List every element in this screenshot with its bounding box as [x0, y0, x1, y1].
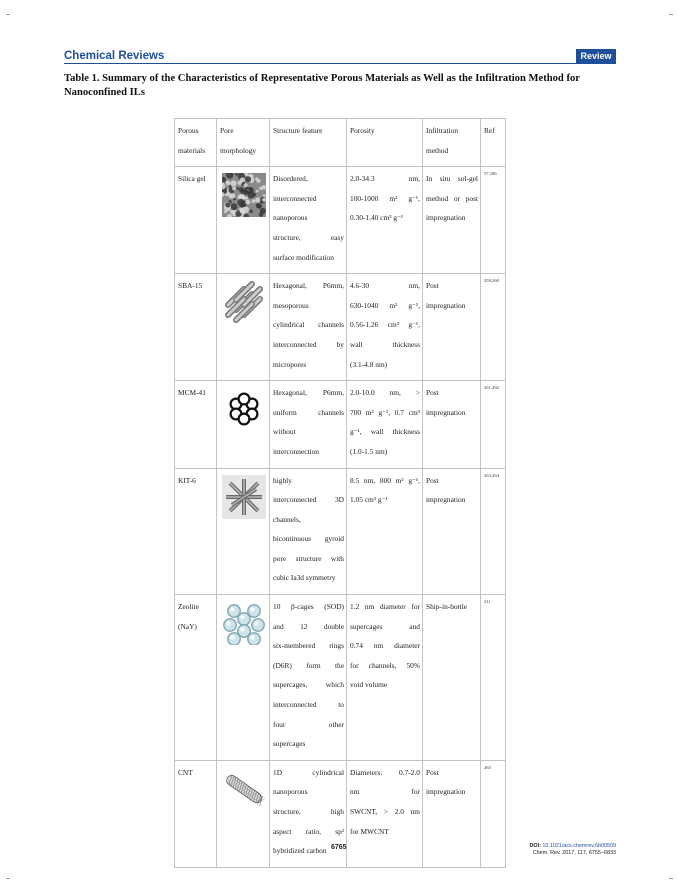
cell-ref: [481, 468, 506, 595]
material-name: Zeolite: [178, 602, 199, 612]
table-caption: Table 1. Summary of the Characteristics of Representative Porous Materials as Well as the Infiltration Method for Nanoconfined ILs: [64, 73, 580, 98]
cell-structure-line: hybridized carbon: [273, 846, 327, 856]
cell-structure-line: structure, high: [273, 807, 344, 816]
cell-structure-line: Disordered,: [273, 174, 308, 184]
cell-porosity-line: 0.74 nm diameter: [350, 641, 420, 651]
cell-porosity-line: void volume: [350, 680, 388, 690]
cell-structure: [270, 274, 347, 381]
cell-structure-line: cubic Ia3d symmetry: [273, 573, 336, 583]
cell-structure-line: highly: [273, 475, 292, 485]
cell-porosity-line: wall thickness: [350, 339, 420, 349]
material-name: Silica gel: [178, 174, 206, 184]
cell-method-line: Post: [426, 281, 439, 291]
cell-porosity-line: 0.56-1.26 cm³ g⁻¹,: [350, 320, 420, 330]
table-row: [175, 167, 506, 274]
table-header-row: [175, 119, 506, 167]
cell-ref: [481, 167, 506, 274]
cell-structure: [270, 760, 347, 867]
cell-method-line: Ship-in-bottle: [426, 602, 468, 612]
cell-structure-line: Hexagonal, P6mm,: [273, 281, 344, 291]
doi-link[interactable]: 10.1021/acs.chemrev.6b00509: [542, 843, 616, 849]
cell-ref: [481, 595, 506, 761]
cell-morphology: [217, 167, 270, 274]
cell-porosity-line: 700 m² g⁻¹, 0.7 cm³: [350, 407, 420, 417]
cell-structure-line: aspect ratio, sp²: [273, 826, 344, 836]
cell-method-line: Post: [426, 388, 439, 398]
cell-structure-line: nanoporous: [273, 787, 308, 797]
cell-method-line: method or post: [426, 193, 478, 203]
cell-structure-line: surface modification: [273, 252, 334, 262]
cell-structure-line: mesoporous: [273, 300, 309, 310]
cell-structure-line: pore structure with: [273, 553, 344, 563]
material-name: KIT-6: [178, 475, 196, 485]
cell-material: [175, 468, 217, 595]
cell-structure-line: supercages, which: [273, 680, 344, 690]
cell-structure: [270, 167, 347, 274]
cell-morphology: [217, 468, 270, 595]
cell-porosity-line: nm for: [350, 787, 420, 797]
header-porosity: Porosity: [347, 119, 423, 167]
cell-structure-line: channels,: [273, 514, 301, 524]
cell-method-line: impregnation: [426, 787, 466, 797]
cell-method: [423, 468, 481, 595]
cell-porosity-line: 8.5 nm, 800 m² g⁻¹,: [350, 475, 420, 485]
cell-method: [423, 381, 481, 468]
doi-citation: [470, 843, 616, 857]
cell-porosity-line: 0.30-1.40 cm³ g⁻¹: [350, 213, 404, 223]
cell-method-line: impregnation: [426, 300, 466, 310]
carbon-nanotube-icon: [222, 767, 266, 811]
cell-porosity-line: 100-1000 m² g⁻¹,: [350, 193, 420, 203]
cell-structure-line: (D6R) form the: [273, 660, 344, 670]
cell-method-line: Post: [426, 475, 439, 485]
cell-ref: [481, 274, 506, 381]
material-name: SBA-15: [178, 281, 203, 291]
cell-porosity-line: Diameters: 0.7-2.0: [350, 767, 420, 777]
cell-method-line: impregnation: [426, 495, 466, 505]
cell-porosity: [347, 381, 423, 468]
cell-structure-line: uniform channels: [273, 407, 344, 417]
cell-structure-line: cylindrical channels: [273, 320, 344, 330]
cell-method-line: In situ sol-gel: [426, 174, 478, 184]
table-row: [175, 595, 506, 761]
cell-porosity-line: 2.0-34.3 nm,: [350, 174, 420, 184]
cell-method-line: Post: [426, 767, 439, 777]
header-structure: Structure feature: [270, 119, 347, 167]
cell-structure: [270, 468, 347, 595]
cell-method: [423, 167, 481, 274]
cell-porosity-line: (3.1-4.8 nm): [350, 359, 388, 369]
cell-structure-line: Hexagonal, P6mm,: [273, 388, 344, 398]
cell-structure-line: interconnected to: [273, 700, 344, 710]
cell-porosity-line: 4.6-30 nm,: [350, 281, 420, 291]
crop-mark: [6, 878, 10, 879]
cell-structure-line: structure, easy: [273, 232, 344, 242]
page-number: 6765: [331, 844, 347, 851]
table-row: [175, 381, 506, 468]
cell-ref: [481, 381, 506, 468]
cell-porosity: [347, 274, 423, 381]
silica-gel-micrograph-icon: [222, 173, 266, 217]
mcm41-hexagonal-icon: [222, 387, 266, 431]
cell-morphology: [217, 274, 270, 381]
sba15-channels-icon: [222, 280, 266, 324]
reference-link[interactable]: 263,264: [484, 472, 499, 478]
cell-structure-line: interconnection: [273, 446, 319, 456]
cell-structure-line: micropores: [273, 359, 307, 369]
table-row: [175, 760, 506, 867]
cell-structure-line: nanoporous: [273, 213, 308, 223]
cell-material: [175, 381, 217, 468]
doi-label: DOI:: [529, 843, 541, 849]
cell-method-line: impregnation: [426, 213, 466, 223]
materials-table: [174, 118, 506, 868]
cell-morphology: [217, 595, 270, 761]
cell-structure-line: and 12 double: [273, 621, 344, 631]
cell-material: [175, 760, 217, 867]
cell-porosity-line: supercages and: [350, 621, 420, 631]
cell-structure-line: four other: [273, 719, 344, 729]
kit6-gyroid-icon: [222, 475, 266, 519]
cell-porosity-line: 630-1040 m² g⁻¹,: [350, 300, 420, 310]
cell-morphology: [217, 381, 270, 468]
cell-structure: [270, 381, 347, 468]
cell-structure-line: interconnected 3D: [273, 495, 344, 505]
cell-porosity-line: 1.05 cm³ g⁻¹: [350, 495, 388, 505]
material-name: CNT: [178, 767, 193, 777]
cell-porosity: [347, 167, 423, 274]
reference-link[interactable]: 211: [484, 599, 491, 605]
zeolite-framework-icon: [222, 601, 266, 645]
crop-mark: [669, 14, 673, 15]
cell-porosity-line: for MWCNT: [350, 826, 389, 836]
cell-structure-line: 10 β-cages (SOD): [273, 602, 344, 612]
cell-porosity-line: for channels, 50%: [350, 660, 420, 670]
cell-porosity-line: 1.2 nm diameter for: [350, 602, 420, 612]
cell-structure-line: bicontinuous gyroid: [273, 534, 344, 544]
header-morphology: Pore morphology: [217, 119, 270, 167]
reference-link[interactable]: 57,186: [484, 171, 497, 177]
cell-porosity-line: (1.0-1.5 nm): [350, 446, 388, 456]
cell-structure-line: supercages: [273, 739, 306, 749]
cell-morphology: [217, 760, 270, 867]
journal-citation: Chem. Rev. 2017, 117, 6755−6833: [532, 850, 616, 856]
cell-porosity-line: 2.0-10.0 nm, >: [350, 388, 420, 398]
cell-structure-line: without: [273, 427, 296, 437]
cell-structure-line: interconnected: [273, 193, 317, 203]
cell-method: [423, 274, 481, 381]
cell-porosity-line: SWCNT, > 2.0 nm: [350, 807, 420, 816]
cell-porosity: [347, 595, 423, 761]
table-row: [175, 274, 506, 381]
cell-porosity: [347, 760, 423, 867]
crop-mark: [669, 878, 673, 879]
cell-structure-line: interconnected by: [273, 339, 344, 349]
section-badge: Review: [576, 49, 616, 64]
header-rule: [64, 63, 616, 64]
reference-link[interactable]: 265: [484, 764, 491, 770]
cell-material: [175, 274, 217, 381]
cell-method: [423, 595, 481, 761]
material-name: MCM-41: [178, 388, 206, 398]
header-ref: Ref: [481, 119, 506, 167]
cell-porosity: [347, 468, 423, 595]
cell-method-line: impregnation: [426, 407, 466, 417]
reference-link[interactable]: 261,262: [484, 385, 499, 391]
cell-structure-line: six-membered rings: [273, 641, 344, 651]
crop-mark: [6, 14, 10, 15]
table-row: [175, 468, 506, 595]
cell-structure: [270, 595, 347, 761]
cell-porosity-line: g⁻¹, wall thickness: [350, 427, 420, 437]
material-name: (NaY): [178, 621, 197, 631]
journal-name: Chemical Reviews: [64, 50, 165, 62]
cell-structure-line: 1D cylindrical: [273, 767, 344, 777]
cell-material: [175, 595, 217, 761]
reference-link[interactable]: 259,260: [484, 278, 499, 284]
cell-material: [175, 167, 217, 274]
header-method: Infiltration method: [423, 119, 481, 167]
header-material: Porous materials: [175, 119, 217, 167]
